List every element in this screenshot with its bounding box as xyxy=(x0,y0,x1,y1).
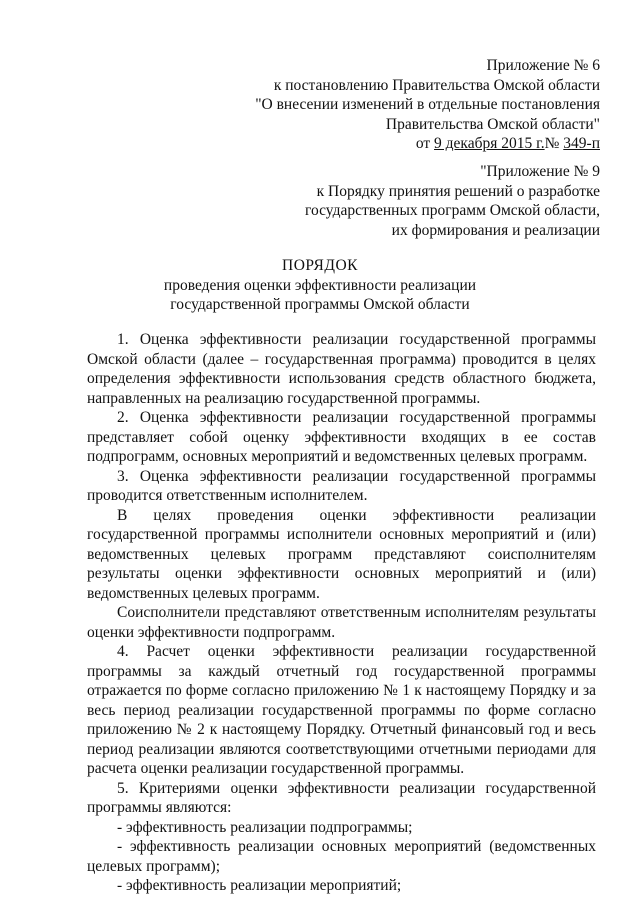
date-value: 9 декабря 2015 г. xyxy=(434,135,545,152)
appendix-block xyxy=(305,162,600,240)
document-title xyxy=(0,256,640,315)
header-line: Правительства Омской области" xyxy=(385,115,600,133)
title-main: ПОРЯДОК xyxy=(282,257,358,274)
paragraph: 4. Расчет оценки эффективности реализации государственной программы за каждый отчетный год государственной программы отражается по форме согласно приложению № 1 к настоящему Порядку и за весь период реализации государственной программы по форме согласно приложению № 2 к настоящему Порядку. Отчетный финансовый год и весь период реализации являются соответствующими отчетными периодами для расчета оценки реализации государственной программы. xyxy=(87,643,596,777)
list-item: - эффективность реализации подпрограммы; xyxy=(117,818,413,836)
paragraph: Соисполнители представляют ответственным исполнителям результаты оценки эффективности подпрограмм. xyxy=(87,604,596,641)
header-line: Приложение № 6 xyxy=(486,57,600,74)
header-block xyxy=(255,56,600,154)
title-line: проведения оценки эффективности реализации xyxy=(163,276,477,294)
paragraph: В целях проведения оценки эффективности реализации государственной программы исполнители основных мероприятий и (или) ведомственных целевых программ представляют соисполнителям результаты оценки эффективности основных мероприятий и (или) ведомственных целевых программ. xyxy=(87,506,596,602)
document-body xyxy=(87,330,596,896)
paragraph: 1. Оценка эффективности реализации государственной программы Омской области (далее – государственная программа) проводится в целях определения эффективности использования средств областного бюджета, направленных на реализацию государственной программы. xyxy=(87,331,596,407)
list-item: - эффективность реализации мероприятий; xyxy=(117,877,402,894)
header-date-line xyxy=(255,134,600,154)
paragraph: 3. Оценка эффективности реализации государственной программы проводится ответственным исполнителем. xyxy=(87,467,596,504)
number-value: 349-п xyxy=(563,135,600,152)
title-line: государственной программы Омской области xyxy=(170,296,470,313)
appendix-line: их формирования и реализации xyxy=(391,221,600,239)
header-line: "О внесении изменений в отдельные постановления xyxy=(255,96,600,113)
list-item: - эффективность реализации основных мероприятий (ведомственных целевых программ); xyxy=(87,838,596,875)
number-prefix: № xyxy=(544,135,564,152)
date-prefix: от xyxy=(415,135,435,152)
header-line: к постановлению Правительства Омской области xyxy=(273,76,600,94)
paragraph: 2. Оценка эффективности реализации государственной программы представляет собой оценку эффективности входящих в ее состав подпрограмм, основных мероприятий и ведомственных целевых программ. xyxy=(87,409,596,465)
appendix-line: государственных программ Омской области, xyxy=(305,202,600,219)
paragraph: 5. Критериями оценки эффективности реализации государственной программы являются: xyxy=(87,779,596,816)
appendix-line: к Порядку принятия решений о разработке xyxy=(316,182,600,200)
appendix-line: "Приложение № 9 xyxy=(480,163,600,180)
